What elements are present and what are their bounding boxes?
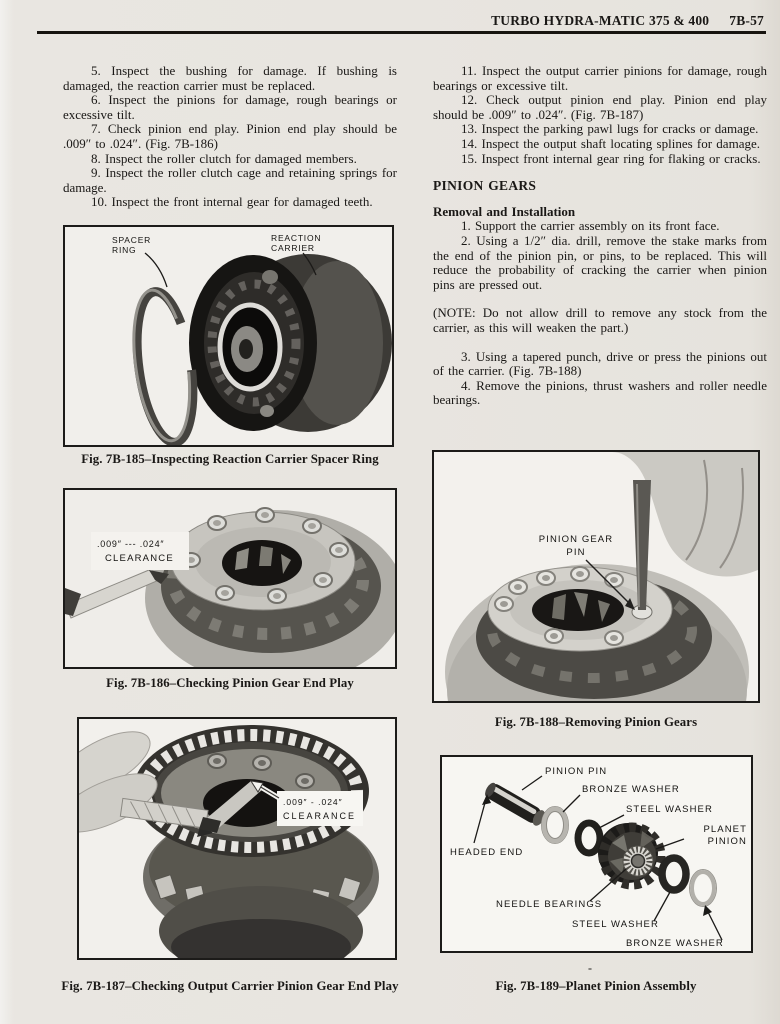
subsection-heading-removal: Removal and Installation <box>433 203 576 219</box>
step-paragraph: 2. Using a 1/2″ dia. drill, remove the stake marks from the end of the pinion pin, or pins, to be replaced. This will reduce the probability of cracking the carrier when pinion pins are pressed out. <box>433 232 767 292</box>
header-rule <box>37 31 766 34</box>
figure-caption-7b-185: Fig. 7B-185–Inspecting Reaction Carrier Spacer Ring <box>81 452 379 466</box>
figure-caption-7b-189: Fig. 7B-189–Planet Pinion Assembly <box>495 979 697 993</box>
label-pinion-gear-pin: PINION GEAR <box>538 534 614 545</box>
step-paragraph: 8. Inspect the roller clutch for damaged members. <box>91 150 357 166</box>
label-headed-end: HEADED END <box>450 847 524 858</box>
reaction-carrier-drum <box>189 254 392 432</box>
label-reaction-carrier: REACTION <box>271 233 322 243</box>
figure-caption-7b-188: Fig. 7B-188–Removing Pinion Gears <box>494 715 698 729</box>
step-paragraph: 9. Inspect the roller clutch cage and retaining springs for damage. <box>63 165 397 195</box>
figure-caption-7b-187: Fig. 7B-187–Checking Output Carrier Pinion Gear End Play <box>61 979 399 993</box>
page-header <box>491 13 764 29</box>
figure-7b-185-photo <box>65 227 392 445</box>
figure-7b-189-diagram <box>442 757 751 951</box>
step-paragraph: 5. Inspect the bushing for damage. If bushing is damaged, the reaction carrier must be replaced. <box>63 63 397 93</box>
figure-7b-187 <box>77 717 397 960</box>
figure-7b-188-photo <box>434 452 758 701</box>
label-clearance: CLEARANCE <box>105 553 174 564</box>
step-paragraph: 10. Inspect the front internal gear for damaged teeth. <box>91 194 373 210</box>
note-paragraph: (NOTE: Do not allow drill to remove any stock from the carrier, as this will weaken the part.) <box>433 305 767 335</box>
label-clearance-value: .009″ --- .024″ <box>97 539 165 549</box>
label-clearance-value: .009″ - .024″ <box>283 797 343 807</box>
figure-7b-189 <box>440 755 753 953</box>
step-paragraph: 4. Remove the pinions, thrust washers and roller needle bearings. <box>433 377 767 408</box>
label-clearance: CLEARANCE <box>283 811 357 821</box>
step-paragraph: 7. Check pinion end play. Pinion end play should be .009″ to .024″. (Fig. 7B-186) <box>63 121 397 151</box>
right-column <box>433 64 767 408</box>
label-patch <box>91 532 189 570</box>
left-column <box>63 64 397 210</box>
scan-artifact-dash: - <box>588 961 592 975</box>
step-paragraph: 14. Inspect the output shaft locating splines for damage. <box>461 135 760 151</box>
label-reaction-carrier: CARRIER <box>271 243 315 253</box>
figure-7b-186 <box>63 488 397 669</box>
figure-7b-188 <box>432 450 760 703</box>
step-paragraph: 13. Inspect the parking pawl lugs for cracks or damage. <box>461 121 759 137</box>
header-title: TURBO HYDRA-MATIC 375 & 400 <box>491 13 710 28</box>
label-planet-pinion: PINION <box>707 836 747 847</box>
figure-caption-7b-186: Fig. 7B-186–Checking Pinion Gear End Play <box>106 676 354 690</box>
label-spacer-ring: SPACER <box>112 235 152 245</box>
figure-7b-186-photo <box>65 490 395 667</box>
label-planet-pinion: PLANET <box>703 824 747 835</box>
section-heading-pinion-gears: PINION GEARS <box>433 178 537 194</box>
label-bronze-washer: BRONZE WASHER <box>626 938 724 949</box>
label-steel-washer: STEEL WASHER <box>626 804 713 815</box>
label-pinion-pin: PINION PIN <box>545 766 608 777</box>
page-number: 7B-57 <box>729 13 764 28</box>
label-spacer-ring: RING <box>112 245 137 255</box>
step-paragraph: 3. Using a tapered punch, drive or press the pinions out of the carrier. (Fig. 7B-188) <box>433 348 767 379</box>
label-pinion-gear-pin: PIN <box>566 547 586 558</box>
figure-7b-187-photo <box>79 719 395 958</box>
label-steel-washer: STEEL WASHER <box>572 919 659 930</box>
step-paragraph: 6. Inspect the pinions for damage, rough bearings or excessive tilt. <box>63 92 397 122</box>
step-paragraph: 1. Support the carrier assembly on its front face. <box>461 218 720 234</box>
step-paragraph: 15. Inspect front internal gear ring for flaking or cracks. <box>461 150 761 166</box>
step-paragraph: 11. Inspect the output carrier pinions for damage, rough bearings or excessive tilt. <box>433 63 767 93</box>
figure-7b-185 <box>63 225 394 447</box>
step-paragraph: 12. Check output pinion end play. Pinion end play should be .009″ to .024″. (Fig. 7B-187) <box>433 92 767 122</box>
label-needle-bearings: NEEDLE BEARINGS <box>496 899 603 910</box>
label-bronze-washer: BRONZE WASHER <box>582 784 680 795</box>
